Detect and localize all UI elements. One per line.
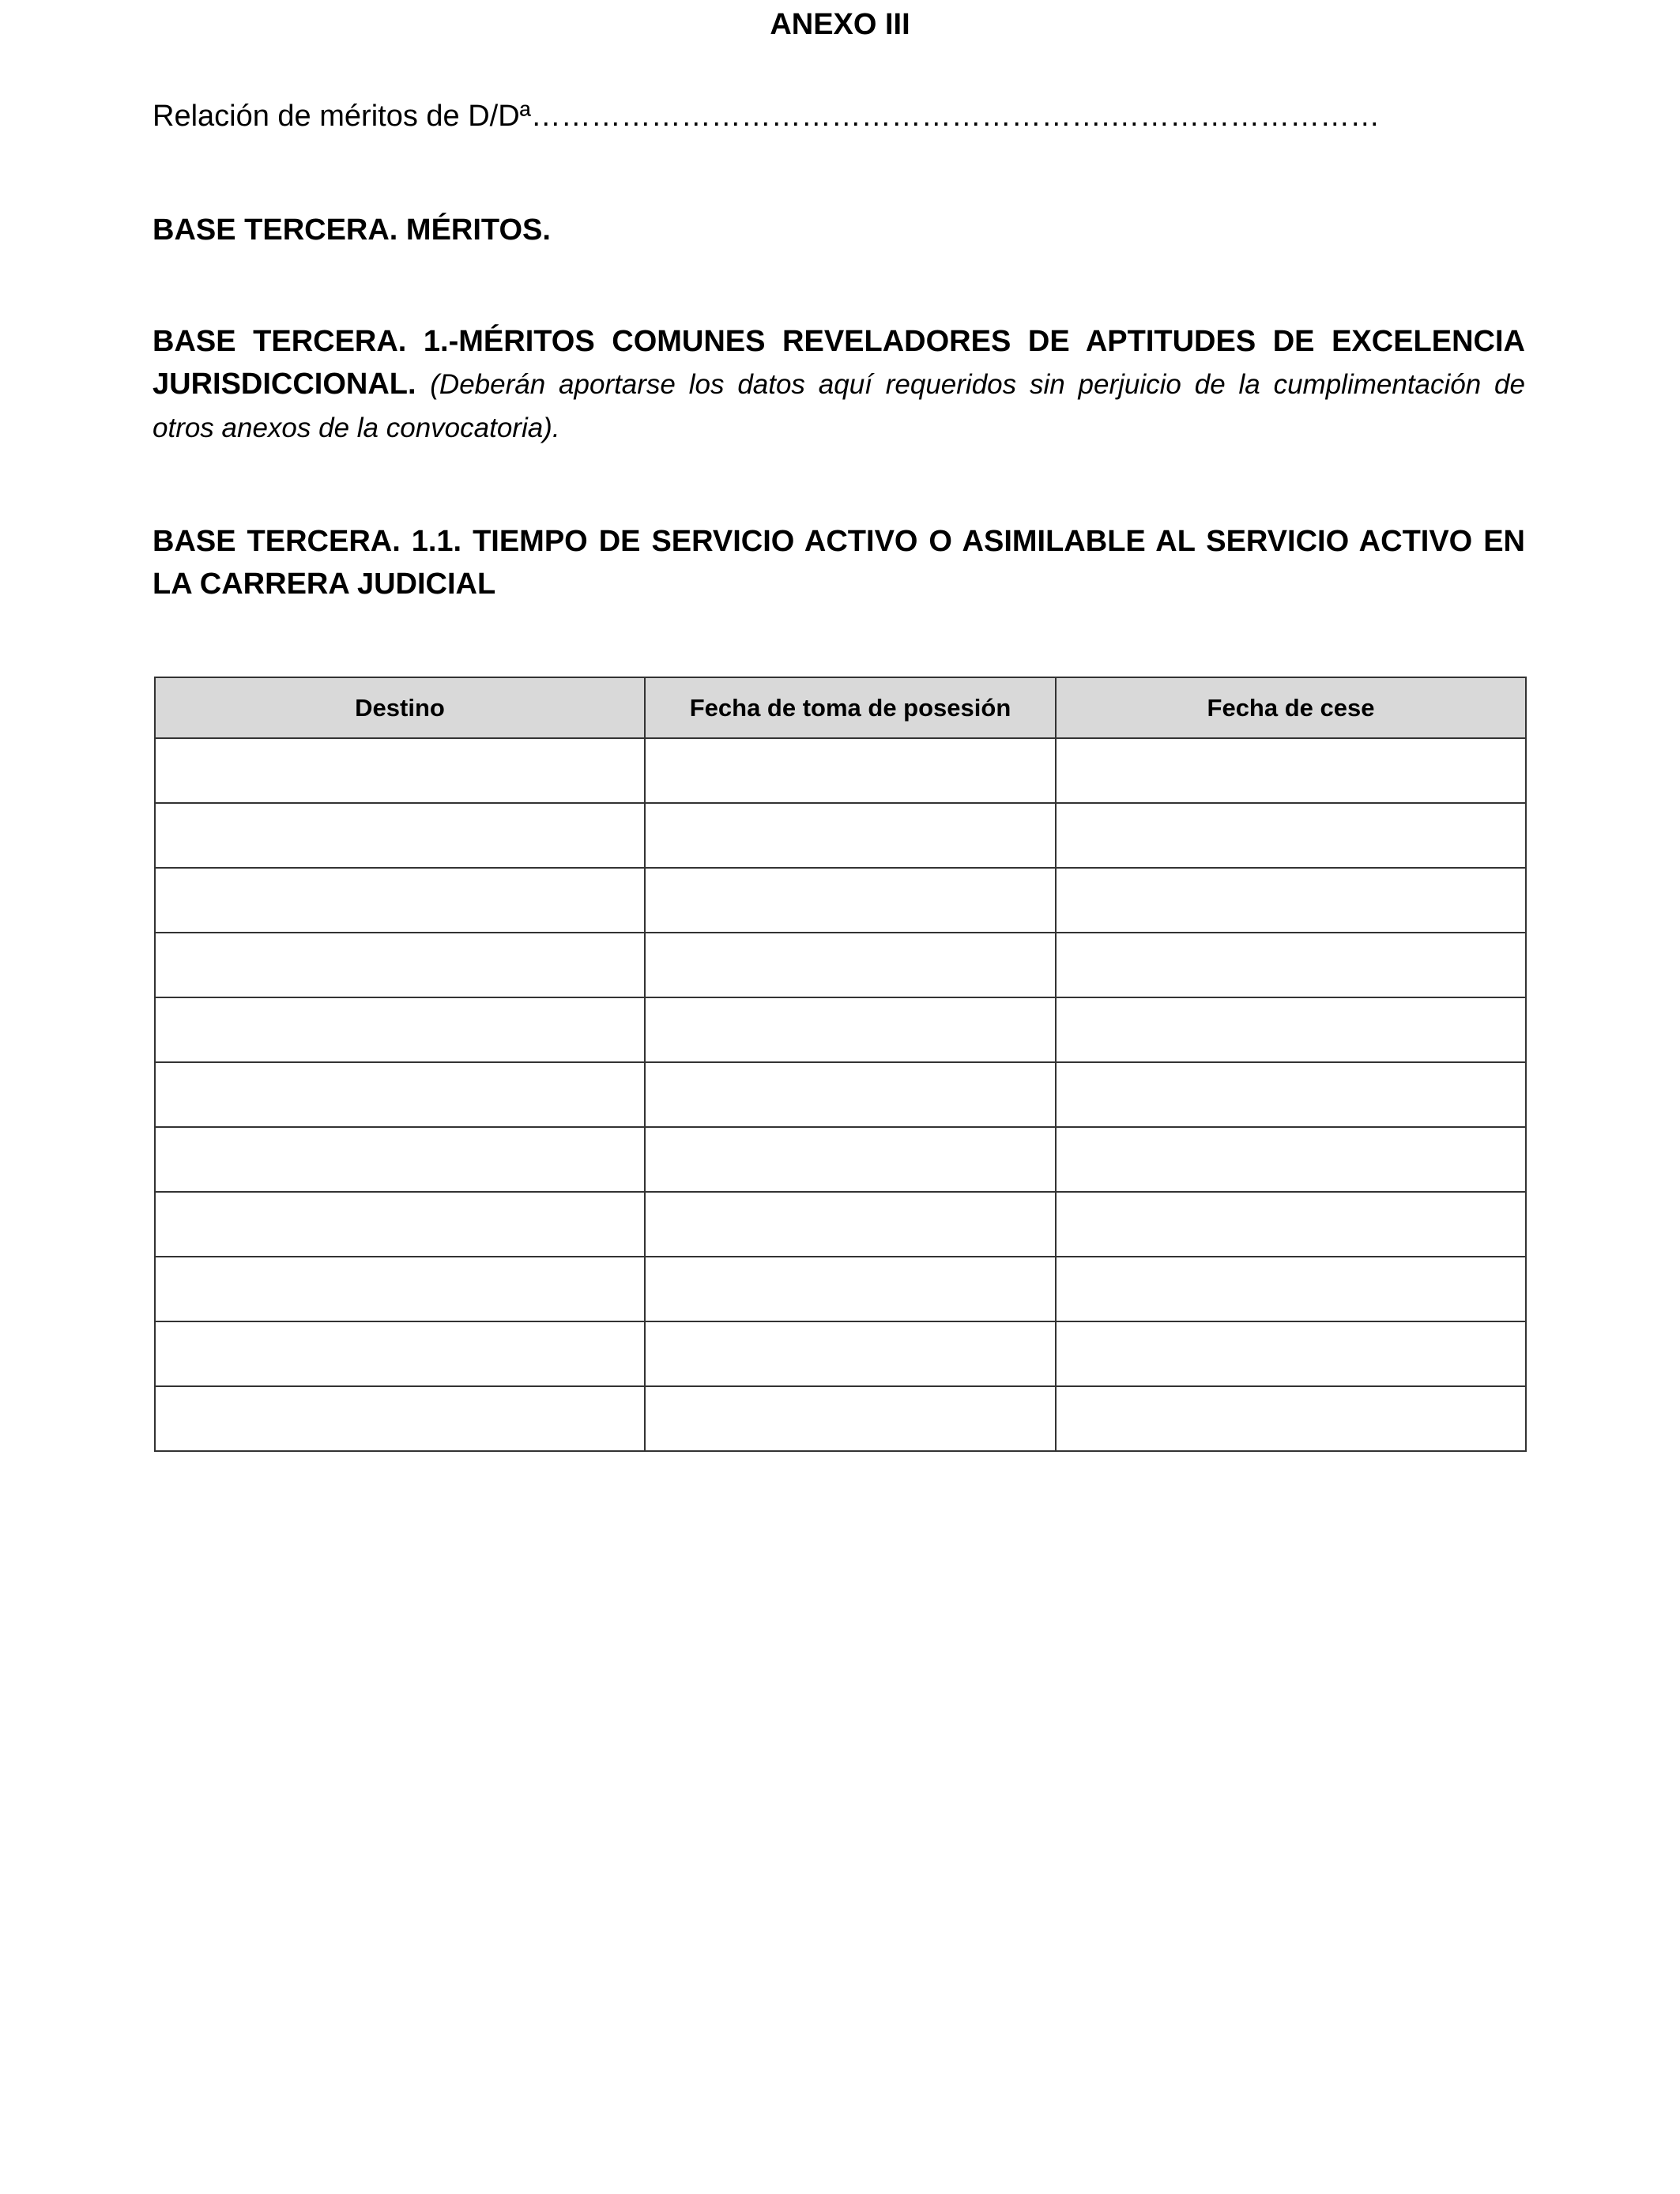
header-destino: Destino [155,677,645,738]
fecha-cese-cell[interactable] [1056,1386,1526,1451]
fecha-cese-cell[interactable] [1056,868,1526,933]
destino-cell[interactable] [155,803,645,868]
section-meritos-heading: BASE TERCERA. MÉRITOS. [153,213,551,247]
destino-cell[interactable] [155,738,645,803]
fecha-toma-posesion-cell[interactable] [645,933,1056,997]
table-row [155,1386,1526,1451]
fecha-cese-cell[interactable] [1056,1127,1526,1192]
table-row [155,738,1526,803]
fecha-cese-cell[interactable] [1056,1062,1526,1127]
fecha-toma-posesion-cell[interactable] [645,803,1056,868]
table-row [155,933,1526,997]
table-row [155,803,1526,868]
fecha-toma-posesion-cell[interactable] [645,1062,1056,1127]
fecha-toma-posesion-cell[interactable] [645,1321,1056,1386]
table-row [155,1321,1526,1386]
fecha-cese-cell[interactable] [1056,1257,1526,1321]
fecha-cese-cell[interactable] [1056,803,1526,868]
section-comunes-heading [153,320,1525,450]
annex-title: ANEXO III [770,8,910,41]
header-fecha-cese: Fecha de cese [1056,677,1526,738]
destino-cell[interactable] [155,1321,645,1386]
destino-cell[interactable] [155,868,645,933]
table-row [155,1127,1526,1192]
fecha-toma-posesion-cell[interactable] [645,868,1056,933]
section-comunes-title: BASE TERCERA. 1.-MÉRITOS COMUNES REVELADORES DE APTITUDES DE EXCELENCIA JURISDICCIONAL. [153,325,1525,401]
table-header-row [155,677,1526,738]
relacion-line [153,95,1559,138]
destino-cell[interactable] [155,1386,645,1451]
table-row [155,1257,1526,1321]
table-row [155,997,1526,1062]
destino-cell[interactable] [155,997,645,1062]
relacion-fill-dots: ………………………………………………….……………………… [530,100,1381,133]
fecha-cese-cell[interactable] [1056,933,1526,997]
fecha-toma-posesion-cell[interactable] [645,1127,1056,1192]
destino-cell[interactable] [155,1062,645,1127]
fecha-toma-posesion-cell[interactable] [645,738,1056,803]
service-time-table [154,677,1527,1452]
fecha-toma-posesion-cell[interactable] [645,997,1056,1062]
table-row [155,1192,1526,1257]
fecha-toma-posesion-cell[interactable] [645,1192,1056,1257]
destino-cell[interactable] [155,1192,645,1257]
fecha-toma-posesion-cell[interactable] [645,1386,1056,1451]
fecha-cese-cell[interactable] [1056,1192,1526,1257]
table-body [155,738,1526,1451]
fecha-toma-posesion-cell[interactable] [645,1257,1056,1321]
relacion-label: Relación de méritos de D/Dª [153,100,531,133]
destino-cell[interactable] [155,933,645,997]
header-fecha-toma-posesion: Fecha de toma de posesión [645,677,1056,738]
section-comunes-note: (Deberán aportarse los datos aquí requeridos sin perjuicio de la cumplimentación de otros anexos de la convocatoria). [153,369,1525,443]
fecha-cese-cell[interactable] [1056,738,1526,803]
fecha-cese-cell[interactable] [1056,1321,1526,1386]
section-tiempo-heading: BASE TERCERA. 1.1. TIEMPO DE SERVICIO ACTIVO O ASIMILABLE AL SERVICIO ACTIVO EN LA CARRERA JUDICIAL [153,525,1525,601]
fecha-cese-cell[interactable] [1056,997,1526,1062]
table-row [155,1062,1526,1127]
destino-cell[interactable] [155,1257,645,1321]
destino-cell[interactable] [155,1127,645,1192]
table-row [155,868,1526,933]
